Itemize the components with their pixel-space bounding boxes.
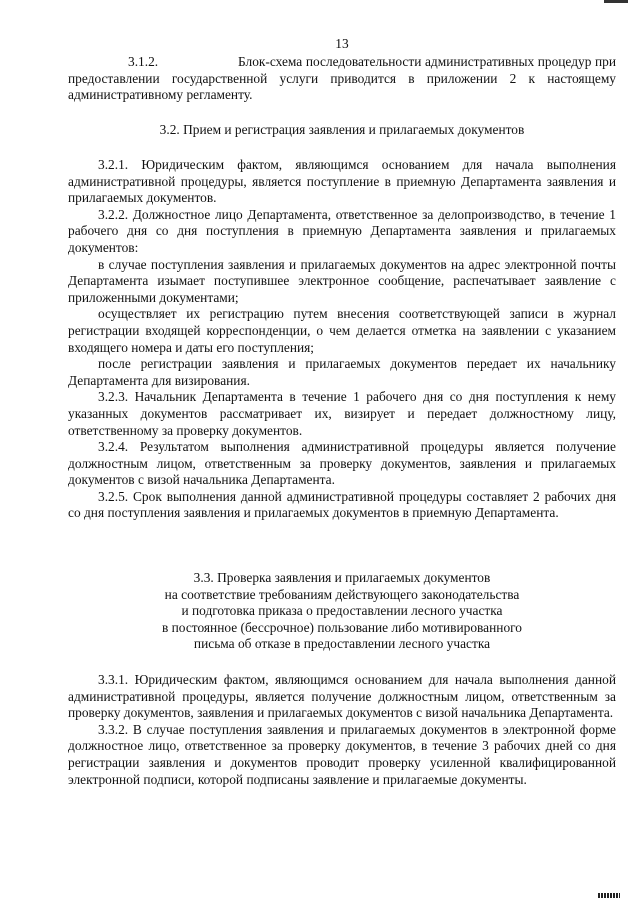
paragraph-3-2-2: 3.2.2. Должностное лицо Департамента, ответственное за делопроизводство, в течение 1 рабочего дня со дня поступления в приемную Департамента заявления и прилагаемых документов: xyxy=(68,206,616,255)
section-3-2-heading: 3.2. Прием и регистрация заявления и прилагаемых документов xyxy=(159,122,525,137)
paragraph-3-3-2: 3.3.2. В случае поступления заявления и прилагаемых документов в электронной форме должностное лицо, ответственное за проверку документов, в течение 3 рабочих дней со дня регистрации заявления и документов проводит проверку усиленной квалифицированной электронной подписи, которой подписаны заявление и прилагаемые документы. xyxy=(68,721,616,787)
clause-text: Блок-схема последовательности административных процедур при предоставлении государственной услуги приводится в приложении 2 к настоящему административному регламенту. xyxy=(68,54,616,103)
section-3-3-heading xyxy=(68,570,616,653)
page-number: 13 xyxy=(335,36,349,51)
heading-line: на соответствие требованиям действующего законодательства xyxy=(164,586,520,602)
list-item-transfer: после регистрации заявления и прилагаемых документов передает их начальнику Департамента для визирования. xyxy=(68,356,616,388)
section-3-1-2 xyxy=(68,54,616,104)
heading-line: и подготовка приказа о предоставлении лесного участка xyxy=(181,603,503,619)
heading-line: 3.3. Проверка заявления и прилагаемых документов xyxy=(193,570,491,585)
paragraph-3-2-5: 3.2.5. Срок выполнения данной административной процедуры составляет 2 рабочих дня со дня поступления заявления и прилагаемых документов в приемную Департамента. xyxy=(68,488,616,521)
paragraph-3-2-4: 3.2.4. Результатом выполнения административной процедуры является получение должностным лицом, ответственным за проверку документов, заявления и прилагаемых документов с визой начальника Департамента. xyxy=(68,439,616,488)
heading-line: письма об отказе в предоставлении лесного участка xyxy=(193,636,491,652)
heading-line: в постоянное (бессрочное) пользование либо мотивированного xyxy=(161,619,523,635)
list-item-email: в случае поступления заявления и прилагаемых документов на адрес электронной почты Департамента изымает поступившее электронное сообщение, распечатывает заявление с приложенными документами; xyxy=(68,256,616,305)
list-item-registration: осуществляет их регистрацию путем внесения соответствующей записи в журнал регистрации входящей корреспонденции, о чем делается отметка на заявлении с указанием входящего номера и даты его поступления; xyxy=(68,306,616,355)
scan-mark-bottom xyxy=(598,893,620,898)
paragraph-3-1-2 xyxy=(68,54,616,104)
paragraph-3-3-1: 3.3.1. Юридическим фактом, являющимся основанием для начала выполнения данной административной процедуры, является получение должностным лицом, ответственным за проверку документов, заявления и прилагаемых документов с визой начальника Департамента. xyxy=(68,672,616,721)
scan-mark-top xyxy=(604,0,628,3)
section-3-3-body xyxy=(68,672,616,788)
section-3-2-body xyxy=(68,157,616,522)
paragraph-3-2-1: 3.2.1. Юридическим фактом, являющимся основанием для начала выполнения административной процедуры, является поступление в приемную Департамента заявления и прилагаемых документов. xyxy=(68,157,616,206)
paragraph-3-2-3: 3.2.3. Начальник Департамента в течение 1 рабочего дня со дня поступления к нему указанных документов рассматривает их, визирует и передает должностному лицу, ответственному за проверку документов. xyxy=(68,389,616,438)
clause-number: 3.1.2. xyxy=(128,54,159,69)
